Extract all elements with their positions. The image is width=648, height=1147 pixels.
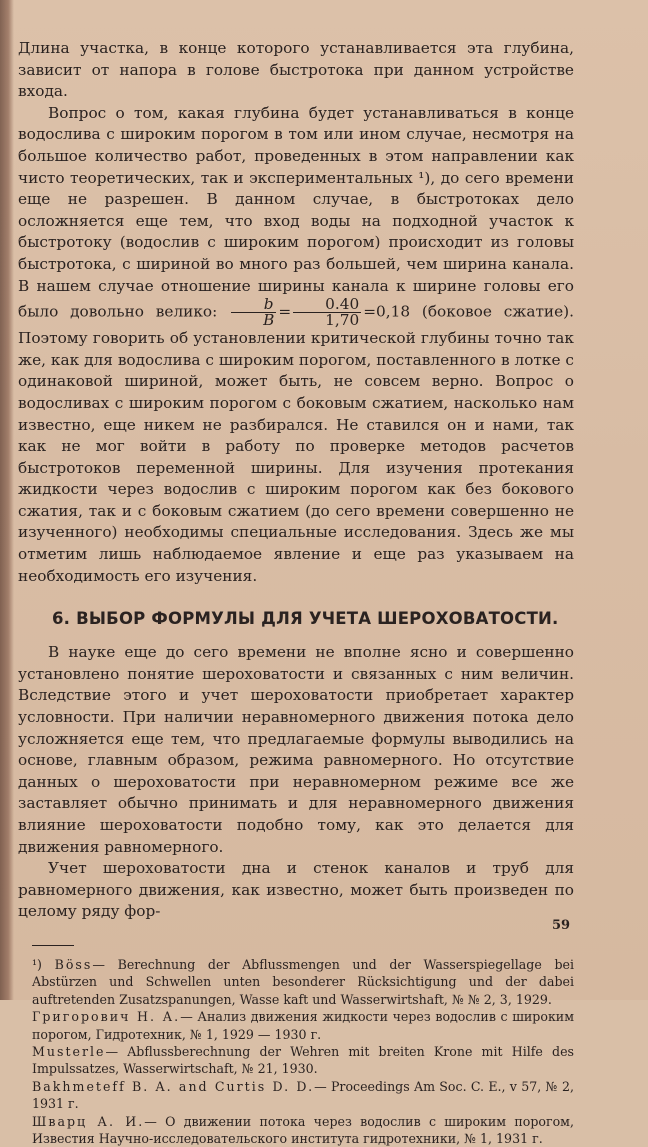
paragraph-2 bbox=[18, 103, 574, 587]
ratio-result: =0,18 (боковое сжатие). bbox=[363, 302, 574, 321]
paragraph-2-continued: Поэтому говорить об установлении критической глубины точно так же, как для водослива с широким порогом, поставленного в лотке с одинаковой шириной, может быть, не совсем верно. Вопрос о водосливах с широким порогом с боковым сжатием, насколько нам известно, еще никем не разбирался. Не ставился он и нами, так как не мог войти в работу по проверке методов расчетов быстротоков переменной ширины. Для изучения протекания жидкости через водослив с широким порогом как без бокового сжатия, так и с боковым сжатием (до сего времени совершенно не изученного) необходимы специальные исследования. Здесь же мы отметим лишь наблюдаемое явление и еще раз указываем на необходимость его изучения. bbox=[18, 329, 574, 585]
ratio-denominator-B: B bbox=[263, 311, 275, 330]
footnote-5-text: — О движении потока через водослив с широким порогом, Известия Научно-исследовательского института гидротехники, № 1, 1931 г. bbox=[32, 1113, 574, 1147]
ratio-numeric bbox=[293, 297, 361, 328]
footnote-2-author: Григорович Н. А. bbox=[32, 1009, 181, 1025]
footnote-3 bbox=[18, 1043, 574, 1078]
footnote-4-text: — Proceedings Am Soc. C. E., v 57, № 2, 1931 г. bbox=[32, 1078, 574, 1112]
book-spine-shadow bbox=[0, 0, 14, 1000]
equals-sign: = bbox=[278, 302, 292, 321]
ratio-numeric-denominator: 1,70 bbox=[325, 311, 360, 330]
footnote-1-text: — Berechnung der Abflussmengen und der Wasserspiegellage bei Abstürzen und Schwellen unten besonderer Rücksichtigung und der dabei auftretenden Zusatzspanungen, Wasse kaft und Wasserwirtshaft, № № 2, 3, 1929. bbox=[32, 956, 574, 1007]
paragraph-2-text: Вопрос о том, какая глубина будет устанавливаться в конце водослива с широким порогом в том или ином случае, несмотря на большое количество работ, проведенных в этом направлении как чисто теоретических, так и экспериментальных ¹), до сего времени еще не разрешен. В данном случае, в быстротоках дело осложняется еще тем, что вход воды на подходной участок к быстротоку (водослив с широким порогом) происходит из головы быстротока, с шириной во много раз большей, чем ширина канала. В нашем случае отношение ширины канала к ширине головы его было довольно велико: bbox=[18, 103, 574, 321]
page-content bbox=[18, 38, 574, 1147]
ratio-numeric-numerator: 0.40 bbox=[293, 297, 361, 313]
footnote-2-text: — Анализ движения жидкости через водослив с широким порогом, Гидротехник, № 1, 1929 — 1930 г. bbox=[32, 1009, 575, 1042]
footnote-4-author: Bakhmeteff B. A. and Curtis D. D. bbox=[32, 1078, 315, 1094]
section-paragraph-1: В науке еще до сего времени не вполне ясно и совершенно установлено понятие шероховатости и связанных с ним величин. Вследствие этого и учет шероховатости приобретает характер условности. При наличии неравномерного движения потока дело усложняется еще тем, что предлагаемые формулы выводились на основе, главным образом, режима равномерного. Но отсутствие данных о шероховатости при неравномерном режиме все же заставляет обычно принимать и для неравномерного движения влияние шероховатости подобно тому, как это делается для движения равномерного. bbox=[18, 643, 574, 856]
section-paragraph-2: Учет шероховатости дна и стенок каналов и труб для равномерного движения, как известно, может быть произведен по целому ряду фор- bbox=[18, 859, 574, 921]
footnote-3-author: Musterle bbox=[32, 1044, 106, 1059]
section-heading: 6. ВЫБОР ФОРМУЛЫ ДЛЯ УЧЕТА ШЕРОХОВАТОСТИ. bbox=[52, 609, 559, 629]
footnote-1 bbox=[18, 956, 574, 1008]
footnote-4 bbox=[18, 1078, 574, 1113]
footnote-marker: ¹) bbox=[32, 956, 42, 972]
ratio-numerator-b: b bbox=[231, 297, 276, 313]
ratio-b-over-B bbox=[231, 297, 276, 328]
footnote-5 bbox=[18, 1113, 574, 1147]
footnote-1-author: Böss bbox=[54, 956, 93, 972]
paragraph-1: Длина участка, в конце которого устанавливается эта глубина, зависит от напора в голове быстротока при данном устройстве входа. bbox=[18, 39, 574, 101]
footnote-3-text: — Abflussberechnung der Wehren mit breiten Krone mit Hilfe des Impulssatzes, Wasserwirtschaft, № 21, 1930. bbox=[32, 1044, 574, 1077]
footnote-2 bbox=[18, 1008, 574, 1043]
footnote-5-author: Шварц А. И. bbox=[32, 1113, 145, 1129]
footnote-divider bbox=[32, 945, 74, 946]
page-number: 59 bbox=[552, 918, 571, 933]
